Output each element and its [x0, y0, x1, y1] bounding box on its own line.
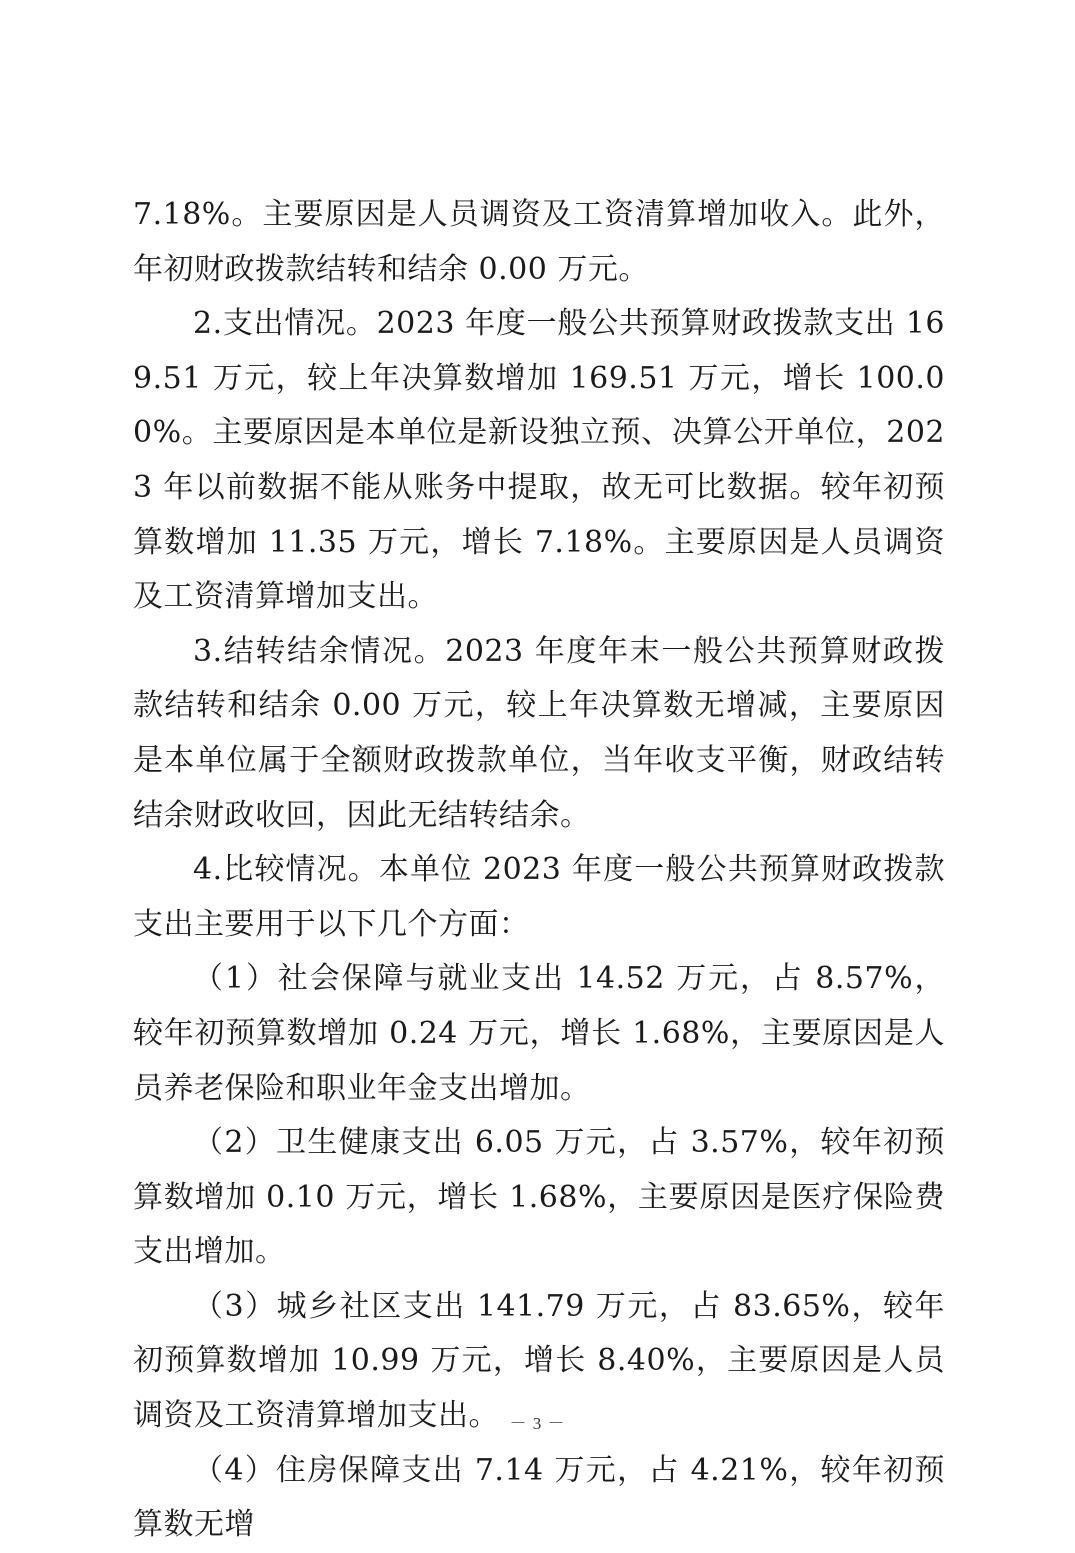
paragraph-expenditure: 2.支出情况。2023 年度一般公共预算财政拨款支出 169.51 万元，较上年决算数增加 169.51 万元，增长 100.00%。主要原因是本单位是新设独立预、决算公开单位，2023 年以前数据不能从账务中提取，故无可比数据。较年初预算数增加 11.35 万元，增长 7.18%。主要原因是人员调资及工资清算增加支出。 [133, 306, 945, 615]
body-text [133, 188, 945, 1553]
paragraph-health: （2）卫生健康支出 6.05 万元，占 3.57%，较年初预算数增加 0.10 万元，增长 1.68%，主要原因是医疗保险费支出增加。 [133, 1125, 945, 1270]
paragraph-housing: （4）住房保障支出 7.14 万元，占 4.21%，较年初预算数无增 [133, 1452, 945, 1543]
page-number: － 3 － [509, 1414, 566, 1433]
paragraph-carryover: 3.结转结余情况。2023 年度年末一般公共预算财政拨款结转和结余 0.00 万元，较上年决算数无增减，主要原因是本单位属于全额财政拨款单位，当年收支平衡，财政结转结余财政收回，因此无结转结余。 [133, 633, 945, 833]
paragraph-social-security: （1）社会保障与就业支出 14.52 万元，占 8.57%，较年初预算数增加 0.24 万元，增长 1.68%，主要原因是人员养老保险和职业年金支出增加。 [133, 961, 945, 1106]
paragraph-comparison: 4.比较情况。本单位 2023 年度一般公共预算财政拨款支出主要用于以下几个方面： [133, 852, 945, 942]
paragraph-income-continued: 7.18%。主要原因是人员调资及工资清算增加收入。此外，年初财政拨款结转和结余 0.00 万元。 [133, 197, 945, 287]
paragraph-urban-rural: （3）城乡社区支出 141.79 万元，占 83.65%，较年初预算数增加 10.99 万元，增长 8.40%，主要原因是人员调资及工资清算增加支出。 [133, 1288, 945, 1434]
